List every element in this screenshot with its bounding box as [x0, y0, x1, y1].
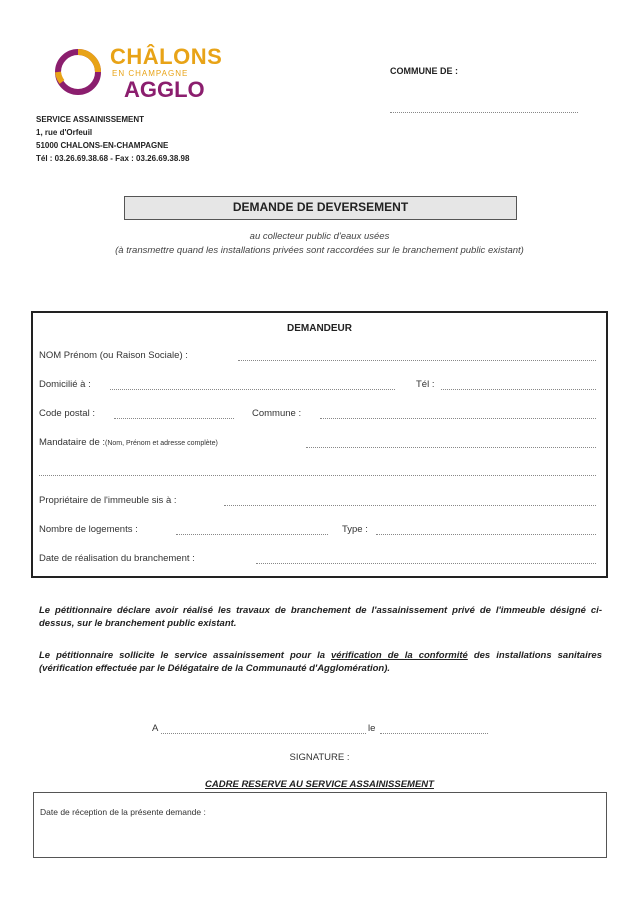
logo-line3: AGGLO — [124, 77, 205, 102]
declaration-1: Le pétitionnaire déclare avoir réalisé les travaux de branchement de l'assainissement privé de l'immeuble désigné ci-dessus, sur le branchement public existant. — [39, 605, 602, 629]
declaration-2-underlined: vérification de la conformité — [331, 650, 468, 661]
date-real-field[interactable] — [256, 563, 596, 564]
logo — [52, 44, 222, 104]
commune-label: COMMUNE DE : — [390, 66, 458, 76]
declaration-2-post: des installations sanitaires (vérification effectuée par le Délégataire de la Communauté d'Agglomération). — [39, 650, 602, 674]
domicile-label: Domicilié à : — [39, 379, 91, 390]
type-field[interactable] — [376, 534, 596, 535]
date-real-label: Date de réalisation du branchement : — [39, 553, 195, 564]
reception-label: Date de réception de la présente demande : — [40, 807, 206, 817]
tel-label: Tél : — [416, 379, 435, 390]
logo-ring-icon — [52, 46, 104, 98]
mandataire-field[interactable] — [306, 447, 596, 448]
declaration-2 — [39, 649, 602, 675]
tel-field[interactable] — [441, 389, 596, 390]
place-label: A — [152, 723, 159, 734]
mandataire-text: Mandataire de : — [39, 437, 106, 448]
logements-field[interactable] — [176, 534, 328, 535]
address-line: 1, rue d'Orfeuil — [36, 128, 93, 137]
address-line: SERVICE ASSAINISSEMENT — [36, 115, 145, 124]
signature-label: SIGNATURE : — [289, 752, 350, 763]
document-title: DEMANDE DE DEVERSEMENT — [124, 196, 517, 220]
type-label: Type : — [342, 524, 368, 535]
subtitle-2: (à transmettre quand les installations privées sont raccordées sur le branchement public existant) — [115, 245, 524, 256]
commune-field[interactable] — [390, 111, 578, 113]
address-line: 51000 CHALONS-EN-CHAMPAGNE — [36, 141, 169, 150]
nom-field[interactable] — [238, 360, 596, 361]
commune-input[interactable] — [320, 418, 596, 419]
date-field[interactable] — [380, 733, 488, 734]
reserve-box — [33, 792, 607, 858]
place-field[interactable] — [161, 733, 366, 734]
proprietaire-label: Propriétaire de l'immeuble sis à : — [39, 495, 177, 506]
service-address — [36, 113, 189, 165]
logements-label: Nombre de logements : — [39, 524, 138, 535]
domicile-field[interactable] — [110, 389, 395, 390]
mandataire-note: (Nom, Prénom et adresse complète) — [105, 440, 218, 447]
mandataire-label — [39, 437, 218, 448]
subtitle-1: au collecteur public d'eaux usées — [249, 231, 390, 242]
declaration-2-pre: Le pétitionnaire sollicite le service assainissement pour la — [39, 650, 331, 661]
mandataire-field-2[interactable] — [39, 475, 596, 476]
commune-field-label: Commune : — [252, 408, 302, 419]
logo-line2: EN CHAMPAGNE — [112, 69, 189, 78]
cp-label: Code postal : — [39, 408, 95, 419]
reserve-title: CADRE RESERVE AU SERVICE ASSAINISSEMENT — [205, 779, 434, 790]
date-label: le — [368, 723, 376, 734]
form-heading: DEMANDEUR — [287, 323, 352, 334]
cp-field[interactable] — [114, 418, 234, 419]
address-line: Tél : 03.26.69.38.68 - Fax : 03.26.69.38.98 — [36, 154, 190, 163]
nom-label: NOM Prénom (ou Raison Sociale) : — [39, 350, 188, 361]
logo-line1: CHÂLONS — [110, 44, 223, 69]
proprietaire-field[interactable] — [224, 505, 596, 506]
